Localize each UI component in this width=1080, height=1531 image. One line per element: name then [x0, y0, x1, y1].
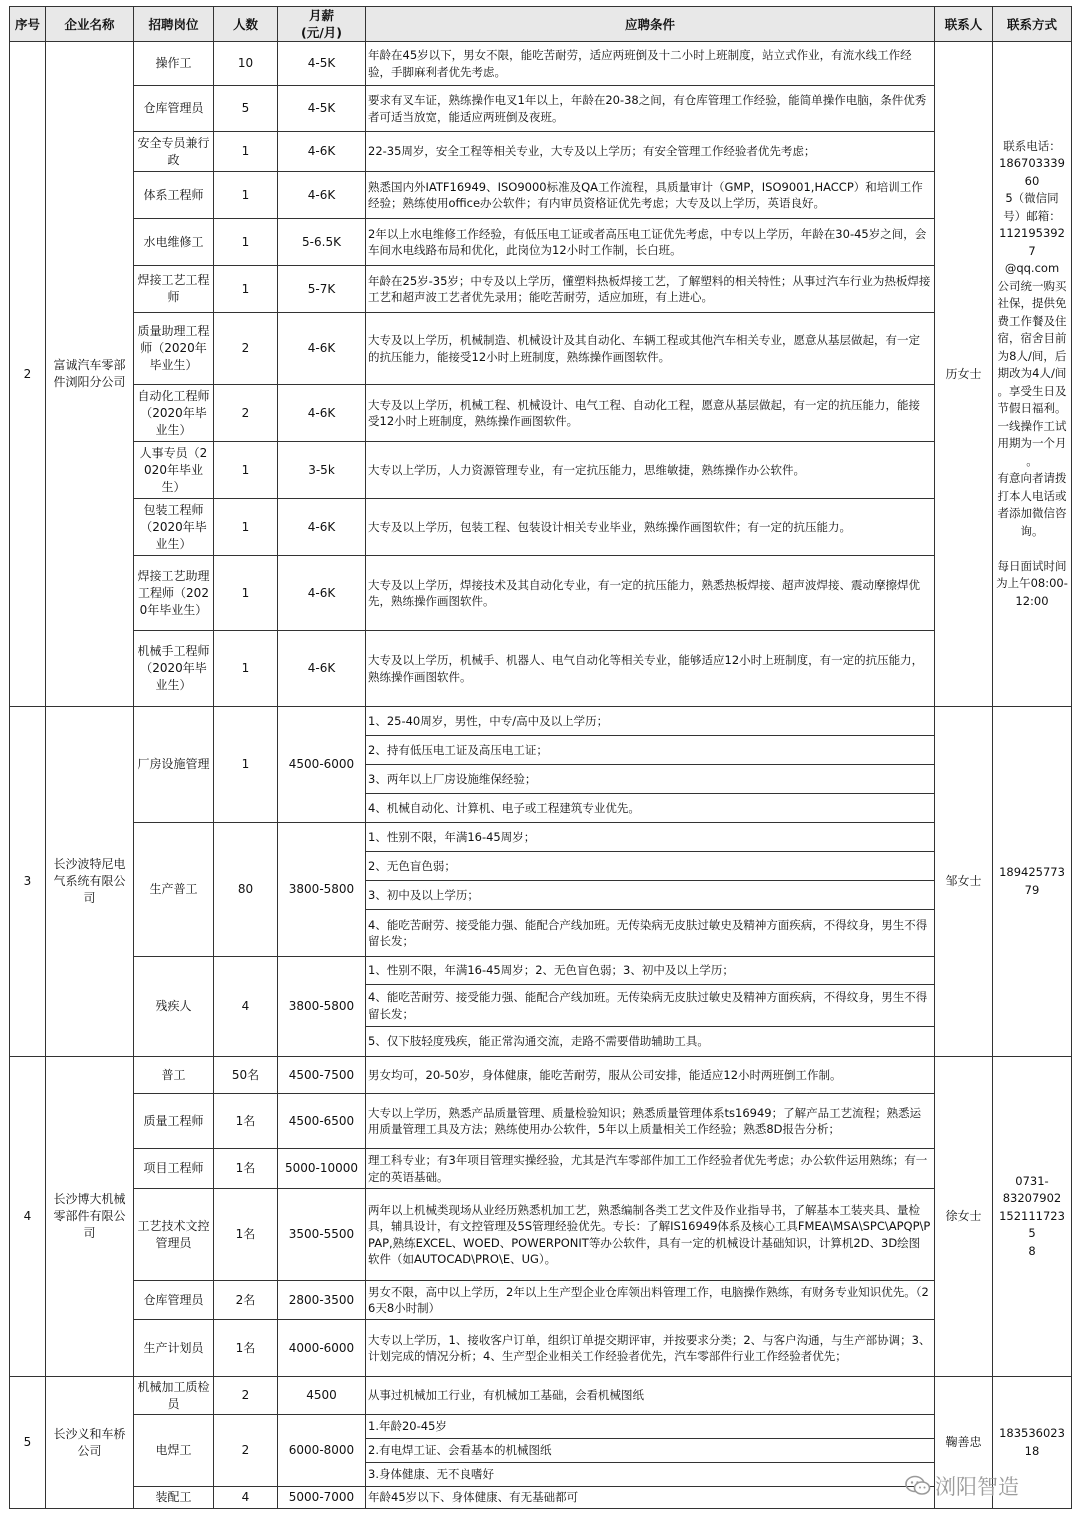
job-requirement: 4、机械自动化、计算机、电子或工程建筑专业优先。: [366, 794, 935, 823]
job-position: 操作工: [134, 42, 214, 86]
header-row: [10, 7, 1072, 42]
job-count: 1: [214, 132, 278, 172]
job-count: 5: [214, 86, 278, 132]
job-requirement: 两年以上机械类现场从业经历熟悉机加工艺，熟悉编制各类工艺文件及作业指导书，了解基本工装夹具、量检具，辅具设计，有文控管理及5S管理经验优先。专长：了解IS16949体系及核心工具FMEA\MSA\SPC\APQP\PPAP,熟练EXCEL、WOED、POWERPONIT等办公软件，具有一定的机械设计基础知识，计算机2D、3D绘图软件（如AUTOCAD\PRO\E、UG）。: [366, 1189, 935, 1281]
job-requirement: 3、初中及以上学历；: [366, 881, 935, 910]
job-count: 1: [214, 556, 278, 631]
contact-line: 8: [1028, 1243, 1036, 1258]
job-requirement: 男女均可，20-50岁，身体健康，能吃苦耐劳，服从公司安排，能适应12小时两班倒工作制。: [366, 1057, 935, 1094]
job-count: 1名: [214, 1094, 278, 1149]
contact-line: 费工作餐及住: [997, 313, 1067, 328]
job-position: 安全专员兼行政: [134, 132, 214, 172]
company-name: 长沙波特尼电气系统有限公司: [46, 707, 134, 1057]
job-requirement: 2.有电焊工证、会看基本的机械图纸: [366, 1439, 935, 1463]
job-position: 仓库管理员: [134, 1281, 214, 1320]
watermark: [905, 1471, 1019, 1501]
company-name: 长沙义和车桥公司: [46, 1377, 134, 1509]
job-count: 1: [214, 631, 278, 707]
contact-line: 1521117235: [999, 1208, 1065, 1241]
contact-line: @qq.com: [1004, 261, 1060, 276]
table-row: [10, 172, 1072, 219]
job-position: 焊接工艺助理工程师（2020年毕业生）: [134, 556, 214, 631]
table-row: [10, 1057, 1072, 1094]
job-requirement: 年龄45岁以下、身体健康、有无基础都可: [366, 1487, 935, 1509]
job-salary: 4500: [278, 1377, 366, 1415]
job-salary: 4-5K: [278, 86, 366, 132]
job-requirement: 熟悉国内外IATF16949、ISO9000标准及QA工作流程，具质量审计（GMP，ISO9001,HACCP）和培训工作经验；熟练使用office办公软件；有内审员资格证优先考虑；大专及以上学历，英语良好。: [366, 172, 935, 219]
job-salary: 5-6.5K: [278, 219, 366, 266]
job-position: 焊接工艺工程师: [134, 266, 214, 313]
job-requirement: 1.年龄20-45岁: [366, 1415, 935, 1439]
contact-line: 者添加微信咨: [997, 506, 1067, 521]
header-seq: 序号: [10, 7, 46, 42]
contact-person: 历女士: [935, 42, 993, 707]
contact-line: 每日面试时间: [997, 558, 1067, 573]
job-count: 2: [214, 1415, 278, 1487]
job-count: 1名: [214, 1320, 278, 1377]
job-position: 仓库管理员: [134, 86, 214, 132]
table-row: [10, 132, 1072, 172]
job-requirement: 大专及以上学历，机械工程、机械设计、电气工程、自动化工程，愿意从基层做起，有一定的抗压能力，能接受12小时上班制度，熟练操作画图软件。: [366, 385, 935, 442]
job-requirement: 3.身体健康、无不良嗜好: [366, 1463, 935, 1487]
job-count: 4: [214, 1487, 278, 1509]
job-salary: 4-5K: [278, 42, 366, 86]
job-requirement: 从事过机械加工行业，有机械加工基础，会看机械图纸: [366, 1377, 935, 1415]
job-count: 1: [214, 219, 278, 266]
header-salary: [278, 7, 366, 42]
company-name: 富诚汽车零部件浏阳分公司: [46, 42, 134, 707]
contact-line: 为8人/间，后: [997, 348, 1067, 363]
wechat-icon: [905, 1475, 931, 1497]
job-count: 2: [214, 385, 278, 442]
job-requirement: 5、仅下肢轻度残疾，能正常沟通交流，走路不需要借助辅助工具。: [366, 1027, 935, 1057]
company-name: 长沙博大机械零部件有限公司: [46, 1057, 134, 1377]
contact-info: [993, 42, 1072, 707]
contact-person: 邹女士: [935, 707, 993, 1057]
job-count: 1: [214, 707, 278, 823]
job-count: 2: [214, 1377, 278, 1415]
contact-line: 为上午08:00-: [996, 576, 1068, 591]
job-requirement: 2、无色盲色弱；: [366, 852, 935, 881]
job-salary: 4000-6000: [278, 1320, 366, 1377]
contact-line: 1121953927: [999, 226, 1065, 258]
job-requirement: 大专及以上学历，包装工程、包装设计相关专业毕业，熟练操作画图软件；有一定的抗压能力。: [366, 499, 935, 556]
contact-line: 公司统一购买: [997, 278, 1067, 293]
job-requirement: 1、性别不限，年满16-45周岁；: [366, 823, 935, 852]
table-row: [10, 219, 1072, 266]
header-count: 人数: [214, 7, 278, 42]
contact-line: 联系电话：: [1003, 138, 1061, 153]
job-requirement: 1、性别不限，年满16-45周岁；2、无色盲色弱；3、初中及以上学历；: [366, 957, 935, 985]
job-requirement: 年龄在25岁-35岁；中专及以上学历，懂塑料热板焊接工艺，了解塑料的相关特性；从事过汽车行业为热板焊接工艺和超声波工艺者优先录用；能吃苦耐劳，适应加班，有上进心。: [366, 266, 935, 313]
job-requirement: 4、能吃苦耐劳、接受能力强、能配合产线加班。无传染病无皮肤过敏史及精神方面疾病，不得纹身，男生不得留长发；: [366, 985, 935, 1027]
job-salary: 4-6K: [278, 385, 366, 442]
contact-line: 。: [1026, 453, 1038, 468]
table-row: [10, 1377, 1072, 1415]
table-row: [10, 385, 1072, 442]
job-salary: 3800-5800: [278, 957, 366, 1057]
job-salary: 3500-5500: [278, 1189, 366, 1281]
job-position: 电焊工: [134, 1415, 214, 1487]
salary-label: 月薪: [308, 8, 334, 23]
contact-line: 12:00: [1015, 593, 1049, 608]
table-row: [10, 442, 1072, 499]
job-position: 工艺技术文控管理员: [134, 1189, 214, 1281]
job-requirement: 年龄在45岁以下，男女不限，能吃苦耐劳，适应两班倒及十二小时上班制度，站立式作业，有流水线工作经验，手脚麻利者优先考虑。: [366, 42, 935, 86]
contact-info: 18353602318: [993, 1377, 1072, 1509]
job-salary: 4500-6500: [278, 1094, 366, 1149]
table-row: [10, 1094, 1072, 1149]
table-row: [10, 313, 1072, 385]
table-row: [10, 42, 1072, 86]
job-position: 普工: [134, 1057, 214, 1094]
job-salary: 5-7K: [278, 266, 366, 313]
contact-line: 83207902: [1002, 1191, 1062, 1206]
table-row: [10, 631, 1072, 707]
job-count: 1名: [214, 1189, 278, 1281]
job-position: 自动化工程师（2020年毕业生）: [134, 385, 214, 442]
job-position: 质量助理工程师（2020年毕业生）: [134, 313, 214, 385]
company-seq: 2: [10, 42, 46, 707]
job-position: 体系工程师: [134, 172, 214, 219]
job-count: 10: [214, 42, 278, 86]
contact-line: 号）邮箱：: [1003, 208, 1061, 223]
contact-line: 一线操作工试: [997, 418, 1067, 433]
job-position: 残疾人: [134, 957, 214, 1057]
job-requirement: 2年以上水电维修工作经验，有低压电工证或者高压电工证优先考虑，中专以上学历，年龄在30-45岁之间，会车间水电线路布局和优化，此岗位为12小时工作制，长白班。: [366, 219, 935, 266]
job-requirement: 大专及以上学历，机械手、机器人、电气自动化等相关专业，能够适应12小时上班制度，有一定的抗压能力，熟练操作画图软件。: [366, 631, 935, 707]
job-position: 机械手工程师（2020年毕业生）: [134, 631, 214, 707]
job-requirement: 4、能吃苦耐劳、接受能力强、能配合产线加班。无传染病无皮肤过敏史及精神方面疾病，不得纹身，男生不得留长发；: [366, 910, 935, 957]
header-requirements: 应聘条件: [366, 7, 935, 42]
table-row: [10, 499, 1072, 556]
job-count: 1名: [214, 1149, 278, 1189]
table-row: [10, 1415, 1072, 1439]
table-row: [10, 707, 1072, 736]
contact-line: 18670333960: [999, 156, 1065, 188]
job-salary: 6000-8000: [278, 1415, 366, 1487]
job-position: 生产计划员: [134, 1320, 214, 1377]
job-requirement: 大专以上学历，人力资源管理专业，有一定抗压能力，思维敏捷，熟练操作办公软件。: [366, 442, 935, 499]
header-contact-method: 联系方式: [993, 7, 1072, 42]
table-row: [10, 957, 1072, 985]
contact-line: 社保，提供免: [997, 296, 1067, 311]
contact-line: 有意向者请拨: [997, 471, 1067, 486]
job-count: 1: [214, 266, 278, 313]
company-seq: 3: [10, 707, 46, 1057]
contact-line: 0731-: [1015, 1173, 1049, 1188]
job-requirement: 1、25-40周岁，男性，中专/高中及以上学历；: [366, 707, 935, 736]
job-count: 4: [214, 957, 278, 1057]
contact-line: 用期为一个月: [997, 436, 1067, 451]
contact-person: 鞠善忠: [935, 1377, 993, 1509]
job-position: 质量工程师: [134, 1094, 214, 1149]
job-count: 2: [214, 313, 278, 385]
job-count: 1: [214, 172, 278, 219]
contact-line: 。享受生日及: [997, 383, 1067, 398]
job-position: 包装工程师（2020年毕业生）: [134, 499, 214, 556]
contact-line: 宿，宿舍目前: [997, 331, 1067, 346]
contact-line: 期改为4人/间: [997, 366, 1067, 381]
header-contact-person: 联系人: [935, 7, 993, 42]
job-count: 1: [214, 442, 278, 499]
job-position: 机械加工质检员: [134, 1377, 214, 1415]
job-salary: 5000-7000: [278, 1487, 366, 1509]
job-requirement: 要求有叉车证，熟练操作电叉1年以上，年龄在20-38之间，有仓库管理工作经验，能简单操作电脑，条件优秀者可适当放宽，能适应两班倒及夜班。: [366, 86, 935, 132]
table-row: [10, 1189, 1072, 1281]
job-requirement: 男女不限，高中以上学历，2年以上生产型企业仓库领出料管理工作，电脑操作熟练，有财务专业知识优先。（26天8小时制）: [366, 1281, 935, 1320]
table-row: [10, 1320, 1072, 1377]
job-salary: 4-6K: [278, 631, 366, 707]
job-salary: 4-6K: [278, 556, 366, 631]
job-requirement: 22-35周岁，安全工程等相关专业，大专及以上学历；有安全管理工作经验者优先考虑；: [366, 132, 935, 172]
job-position: 装配工: [134, 1487, 214, 1509]
contact-person: 徐女士: [935, 1057, 993, 1377]
job-requirement: 大专及以上学历，机械制造、机械设计及其自动化、车辆工程或其他汽车相关专业，愿意从基层做起，有一定的抗压能力，能接受12小时上班制度，熟练操作画图软件。: [366, 313, 935, 385]
job-position: 项目工程师: [134, 1149, 214, 1189]
job-salary: 4500-6000: [278, 707, 366, 823]
contact-info: 18942577379: [993, 707, 1072, 1057]
job-requirement: 大专以上学历，1、接收客户订单，组织订单提交期评审，并按要求分类；2、与客户沟通，与生产部协调；3、计划完成的情况分析；4、生产型企业相关工作经验者优先，汽车零部件行业工作经验者优先；: [366, 1320, 935, 1377]
recruitment-table: [9, 6, 1072, 1509]
job-count: 50名: [214, 1057, 278, 1094]
job-salary: 3800-5800: [278, 823, 366, 957]
job-salary: 3-5k: [278, 442, 366, 499]
job-position: 厂房设施管理: [134, 707, 214, 823]
job-count: 1: [214, 499, 278, 556]
table-row: [10, 556, 1072, 631]
contact-spacer: [996, 540, 1068, 558]
contact-line: 5（微信同: [1005, 191, 1059, 206]
job-requirement: 理工科专业；有3年项目管理实操经验，尤其是汽车零部件加工工作经验者优先考虑；办公软件运用熟练；有一定的英语基础。: [366, 1149, 935, 1189]
header-company: 企业名称: [46, 7, 134, 42]
job-count: 80: [214, 823, 278, 957]
contact-line: 节假日福利。: [997, 401, 1067, 416]
company-seq: 4: [10, 1057, 46, 1377]
contact-line: 询。: [1020, 523, 1044, 538]
job-requirement: 2、持有低压电工证及高压电工证；: [366, 736, 935, 765]
job-salary: 4-6K: [278, 172, 366, 219]
table-row: [10, 823, 1072, 852]
table-row: [10, 1149, 1072, 1189]
job-salary: 5000-10000: [278, 1149, 366, 1189]
watermark-text: 浏阳智造: [935, 1475, 1019, 1499]
company-seq: 5: [10, 1377, 46, 1509]
job-salary: 2800-3500: [278, 1281, 366, 1320]
job-salary: 4-6K: [278, 313, 366, 385]
job-position: 生产普工: [134, 823, 214, 957]
job-salary: 4-6K: [278, 499, 366, 556]
job-salary: 4500-7500: [278, 1057, 366, 1094]
job-requirement: 大专以上学历，熟悉产品质量管理、质量检验知识；熟悉质量管理体系ts16949；了解产品工艺流程；熟悉运用质量管理工具及方法；熟练使用办公软件，5年以上质量相关工作经验；熟悉8D报告分析；: [366, 1094, 935, 1149]
header-position: 招聘岗位: [134, 7, 214, 42]
salary-unit: (元/月): [301, 25, 342, 40]
contact-line: 打本人电话或: [997, 488, 1067, 503]
job-requirement: 3、两年以上厂房设施维保经验；: [366, 765, 935, 794]
table-row: [10, 86, 1072, 132]
job-position: 水电维修工: [134, 219, 214, 266]
job-position: 人事专员（2020年毕业生）: [134, 442, 214, 499]
table-row: [10, 266, 1072, 313]
table-row: [10, 1281, 1072, 1320]
job-count: 2名: [214, 1281, 278, 1320]
job-salary: 4-6K: [278, 132, 366, 172]
contact-info: [993, 1057, 1072, 1377]
job-requirement: 大专及以上学历，焊接技术及其自动化专业，有一定的抗压能力，熟悉热板焊接、超声波焊接、震动摩擦焊优先，熟练操作画图软件。: [366, 556, 935, 631]
